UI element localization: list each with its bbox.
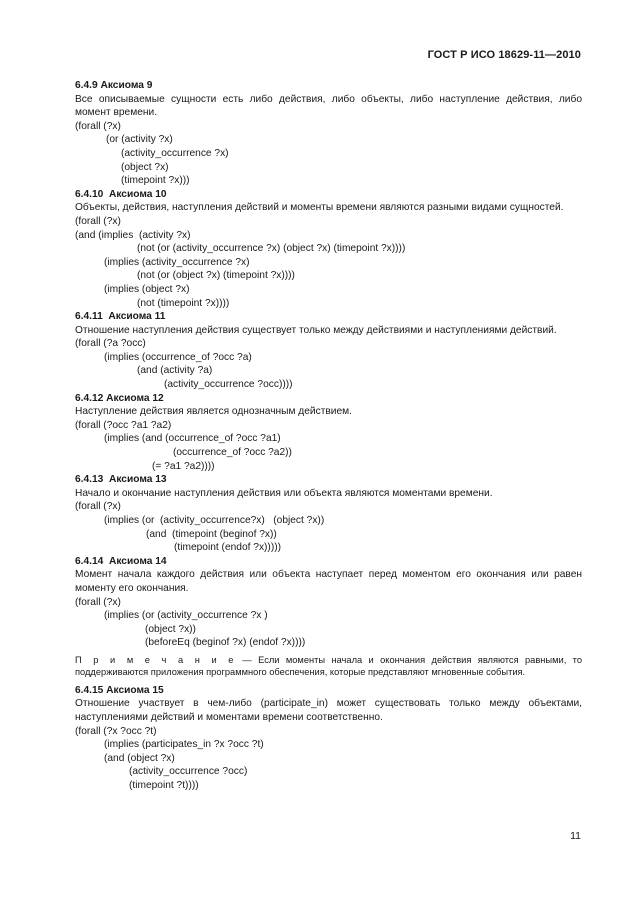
code-line: (object ?x)): [145, 623, 196, 635]
code-line: (activity_occurrence ?occ)))): [164, 379, 293, 391]
code-line: (and (implies (activity ?x): [75, 229, 191, 241]
code-line: (implies (object ?x): [104, 283, 190, 295]
code-line: (timepoint (endof ?x))))): [174, 542, 281, 554]
section-text-axiom-12: Наступление действия является однозначным действием.: [75, 406, 352, 418]
code-line: (= ?a1 ?a2)))): [152, 460, 215, 472]
section-text-axiom-14: Момент начала каждого действия или объекта наступает перед моментом его окончания или равен моменту его окончания.: [75, 569, 582, 594]
code-line: (forall (?x): [75, 215, 121, 227]
code-line: (forall (?x): [75, 596, 121, 608]
section-text-axiom-13: Начало и окончание наступления действия или объекта являются моментами времени.: [75, 487, 493, 499]
section-heading-axiom-12: 6.4.12 Аксиома 12: [75, 392, 164, 404]
section-heading-axiom-11: 6.4.11 Аксиома 11: [75, 311, 166, 323]
code-line: (not (timepoint ?x)))): [137, 297, 230, 309]
code-line: (implies (participates_in ?x ?occ ?t): [104, 739, 264, 751]
document-body: [34, 79, 582, 793]
code-line: (timepoint ?t)))): [129, 779, 199, 791]
note-text: — Если моменты начала и окончания действия являются равными, то поддерживаются приложения программного обеспечения, которые представляют мгновенные события.: [75, 654, 582, 678]
code-line: (or (activity ?x): [106, 134, 173, 146]
note-paragraph: [34, 654, 582, 679]
code-line: (implies (activity_occurrence ?x): [104, 256, 250, 268]
section-heading-axiom-13: 6.4.13 Аксиома 13: [75, 474, 167, 486]
code-line: (implies (occurrence_of ?occ ?a): [104, 351, 252, 363]
section-heading-axiom-15: 6.4.15 Аксиома 15: [75, 684, 164, 696]
code-line: (implies (or (activity_occurrence?x) (object ?x)): [104, 515, 325, 526]
section-heading-axiom-10: 6.4.10 Аксиома 10: [75, 188, 167, 200]
code-line: (implies (or (activity_occurrence ?x ): [104, 610, 268, 622]
section-heading-axiom-9: 6.4.9 Аксиома 9: [75, 80, 153, 91]
code-line: (activity_occurrence ?occ): [129, 766, 248, 778]
note-label: П р и м е ч а н и е: [75, 654, 237, 665]
page-number: 11: [570, 830, 581, 842]
code-line: (occurrence_of ?occ ?a2)): [173, 447, 292, 459]
code-line: (not (or (activity_occurrence ?x) (object ?x) (timepoint ?x)))): [137, 243, 406, 255]
code-line: (and (activity ?a): [137, 365, 213, 377]
code-line: (and (object ?x): [104, 752, 175, 764]
code-line: (forall (?x): [75, 120, 121, 132]
code-line: (forall (?occ ?a1 ?a2): [75, 419, 172, 431]
code-line: (activity_occurrence ?x): [121, 147, 229, 159]
code-line: (object ?x): [121, 161, 169, 173]
section-text-axiom-9: Все описываемые сущности есть либо действия, либо объекты, либо наступление действия, либо момент времени.: [75, 93, 582, 119]
section-text-axiom-11: Отношение наступления действия существует только между действиями и наступлениями действий.: [75, 324, 557, 336]
code-line: (not (or (object ?x) (timepoint ?x)))): [137, 270, 295, 282]
code-line: (forall (?a ?occ): [75, 338, 146, 350]
document-header: ГОСТ Р ИСО 18629-11—2010: [427, 49, 581, 61]
code-line: (timepoint ?x))): [121, 175, 190, 187]
code-line: (and (timepoint (beginof ?x)): [146, 528, 277, 540]
section-text-axiom-10: Объекты, действия, наступления действий и моменты времени являются разными видами сущностей.: [75, 202, 564, 214]
section-text-axiom-15: Отношение участвует в чем-либо (participate_in) может существовать только между объектами, наступлениями действий и моментами времени соответственно.: [75, 698, 582, 723]
code-line: (forall (?x ?occ ?t): [75, 725, 157, 737]
code-line: (beforeEq (beginof ?x) (endof ?x)))): [145, 637, 306, 649]
code-line: (implies (and (occurrence_of ?occ ?a1): [104, 433, 281, 445]
section-heading-axiom-14: 6.4.14 Аксиома 14: [75, 555, 167, 567]
code-line: (forall (?x): [75, 501, 121, 513]
